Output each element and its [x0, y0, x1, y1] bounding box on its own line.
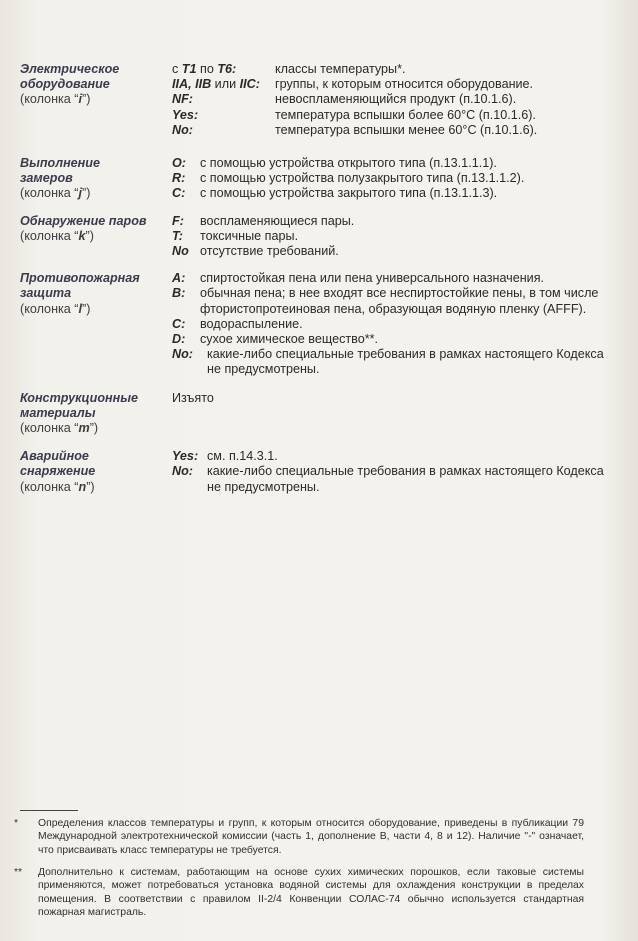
row-key: C:: [172, 186, 186, 201]
row-text: Изъято: [172, 390, 214, 405]
definition-entry: [20, 271, 620, 377]
entry-description: [172, 271, 620, 377]
row-text: классы температуры*.: [275, 62, 406, 76]
row-key: Yes:: [172, 107, 199, 122]
definition-entry: [20, 449, 620, 495]
description-row: [172, 464, 620, 494]
column-reference: (колонка “n”): [20, 479, 95, 494]
description-row: [172, 286, 620, 316]
row-text: температура вспышки более 60°С (п.10.1.6).: [275, 107, 536, 122]
term-title-line: Противопожарная: [20, 271, 140, 286]
column-reference: (колонка “i”): [20, 92, 91, 107]
row-text: группы, к которым относится оборудование.: [275, 77, 534, 92]
row-key: D:: [172, 332, 186, 347]
footnote-mark: **: [14, 867, 23, 878]
term-title-line: замеров: [20, 171, 73, 186]
entry-description: [172, 214, 620, 260]
term-title-line: защита: [20, 286, 72, 301]
description-row: [172, 229, 620, 244]
column-reference: (колонка “k”): [20, 228, 94, 243]
column-reference: (колонка “j”): [20, 186, 91, 201]
row-key: IIA, IIB или IIC:: [172, 77, 260, 92]
description-row: [172, 271, 620, 286]
description-row: [172, 123, 620, 138]
term-title-line: Электрическое: [20, 62, 120, 76]
description-row: [172, 332, 620, 347]
footnote-rule: [20, 810, 78, 811]
row-key: A:: [172, 271, 186, 286]
row-key: F:: [172, 213, 184, 228]
term-title-line: снаряжение: [20, 464, 96, 479]
definition-entry: [20, 156, 620, 202]
description-row: [172, 391, 620, 406]
footnote-text: Дополнительно к системам, работающим на основе сухих химических порошков, если таковые системы применяются, может потребоваться установка водяной системы для охлаждения конструкции в пределах помещения. В соответствии с правилом II-2/4 Конвенции СОЛАС-74 обычно используется стандартная пожарная магистраль.: [38, 867, 584, 919]
description-row: [172, 317, 620, 332]
row-key: No: [172, 244, 189, 259]
row-text: какие-либо специальные требования в рамках настоящего Кодекса не предусмотрены.: [207, 464, 604, 494]
row-text: с помощью устройства полузакрытого типа (п.13.1.1.2).: [200, 171, 525, 186]
description-row: [172, 156, 620, 171]
term-title-line: оборудование: [20, 77, 110, 92]
footnote-2: [14, 866, 584, 920]
row-text: с помощью устройства открытого типа (п.13.1.1.1).: [200, 156, 497, 171]
description-row: [172, 214, 620, 229]
description-row: [172, 171, 620, 186]
description-row: [172, 244, 620, 259]
description-row: [172, 347, 620, 377]
row-text: с помощью устройства закрытого типа (п.13.1.1.3).: [200, 186, 498, 201]
description-row: [172, 62, 620, 77]
description-row: [172, 77, 620, 92]
row-key: C:: [172, 316, 186, 331]
row-key: Yes:: [172, 449, 199, 464]
row-text: см. п.14.3.1.: [207, 449, 278, 464]
footnote-mark: *: [14, 818, 19, 829]
entry-term: [20, 449, 172, 495]
definition-entry: [20, 391, 620, 437]
row-key: No:: [172, 464, 193, 479]
term-title-line: Конструкционные: [20, 390, 139, 405]
row-text: температура вспышки менее 60°С (п.10.1.6).: [275, 122, 538, 137]
description-row: [172, 186, 620, 201]
row-text: сухое химическое вещество**.: [200, 332, 378, 347]
entry-term: [20, 156, 172, 202]
term-title-line: Аварийное: [20, 449, 89, 464]
definition-entry: [20, 62, 620, 138]
entry-term: [20, 62, 172, 138]
description-row: [172, 92, 620, 107]
row-text: отсутствие требований.: [200, 244, 339, 259]
row-text: токсичные пары.: [200, 228, 299, 243]
column-reference: (колонка “l”): [20, 301, 91, 316]
entry-description: [172, 391, 620, 437]
row-text: воспламеняющиеся пары.: [200, 213, 355, 228]
row-text: обычная пена; в нее входят все неспиртостойкие пены, в том числе фтористопротеиновая пена, образующая водяную пленку (AFFF).: [200, 286, 599, 316]
entry-term: [20, 391, 172, 437]
description-row: [172, 449, 620, 464]
entry-description: [172, 449, 620, 495]
row-key: O:: [172, 156, 186, 171]
row-text: какие-либо специальные требования в рамках настоящего Кодекса не предусмотрены.: [207, 347, 604, 377]
row-text: водораспыление.: [200, 316, 303, 331]
column-reference: (колонка “m”): [20, 421, 99, 436]
term-title-line: Выполнение: [20, 156, 100, 171]
definition-entry: [20, 214, 620, 260]
footnote-1: [14, 817, 584, 857]
footnote-text: Определения классов температуры и групп, к которым относится оборудование, приведены в публикации 79 Международной электротехнической комиссии (часть 1, дополнение В, части 4, 8 и 12). Наличие "-" означает, что присваивать класс температуры не требуется.: [38, 818, 584, 856]
description-row: [172, 108, 620, 123]
row-text: спиртостойкая пена или пена универсального назначения.: [200, 271, 545, 286]
row-key: с T1 по T6:: [172, 62, 237, 76]
entry-description: [172, 62, 620, 138]
row-key: NF:: [172, 92, 193, 107]
row-key: No:: [172, 347, 193, 362]
row-text: невоспламеняющийся продукт (п.10.1.6).: [275, 92, 517, 107]
term-title-line: Обнаружение паров: [20, 213, 147, 228]
row-key: No:: [172, 122, 193, 137]
row-key: R:: [172, 171, 186, 186]
term-title-line: материалы: [20, 405, 96, 420]
entry-term: [20, 214, 172, 260]
row-key: B:: [172, 286, 186, 301]
entry-term: [20, 271, 172, 377]
entry-description: [172, 156, 620, 202]
definitions-list: [20, 62, 620, 495]
row-key: T:: [172, 228, 183, 243]
